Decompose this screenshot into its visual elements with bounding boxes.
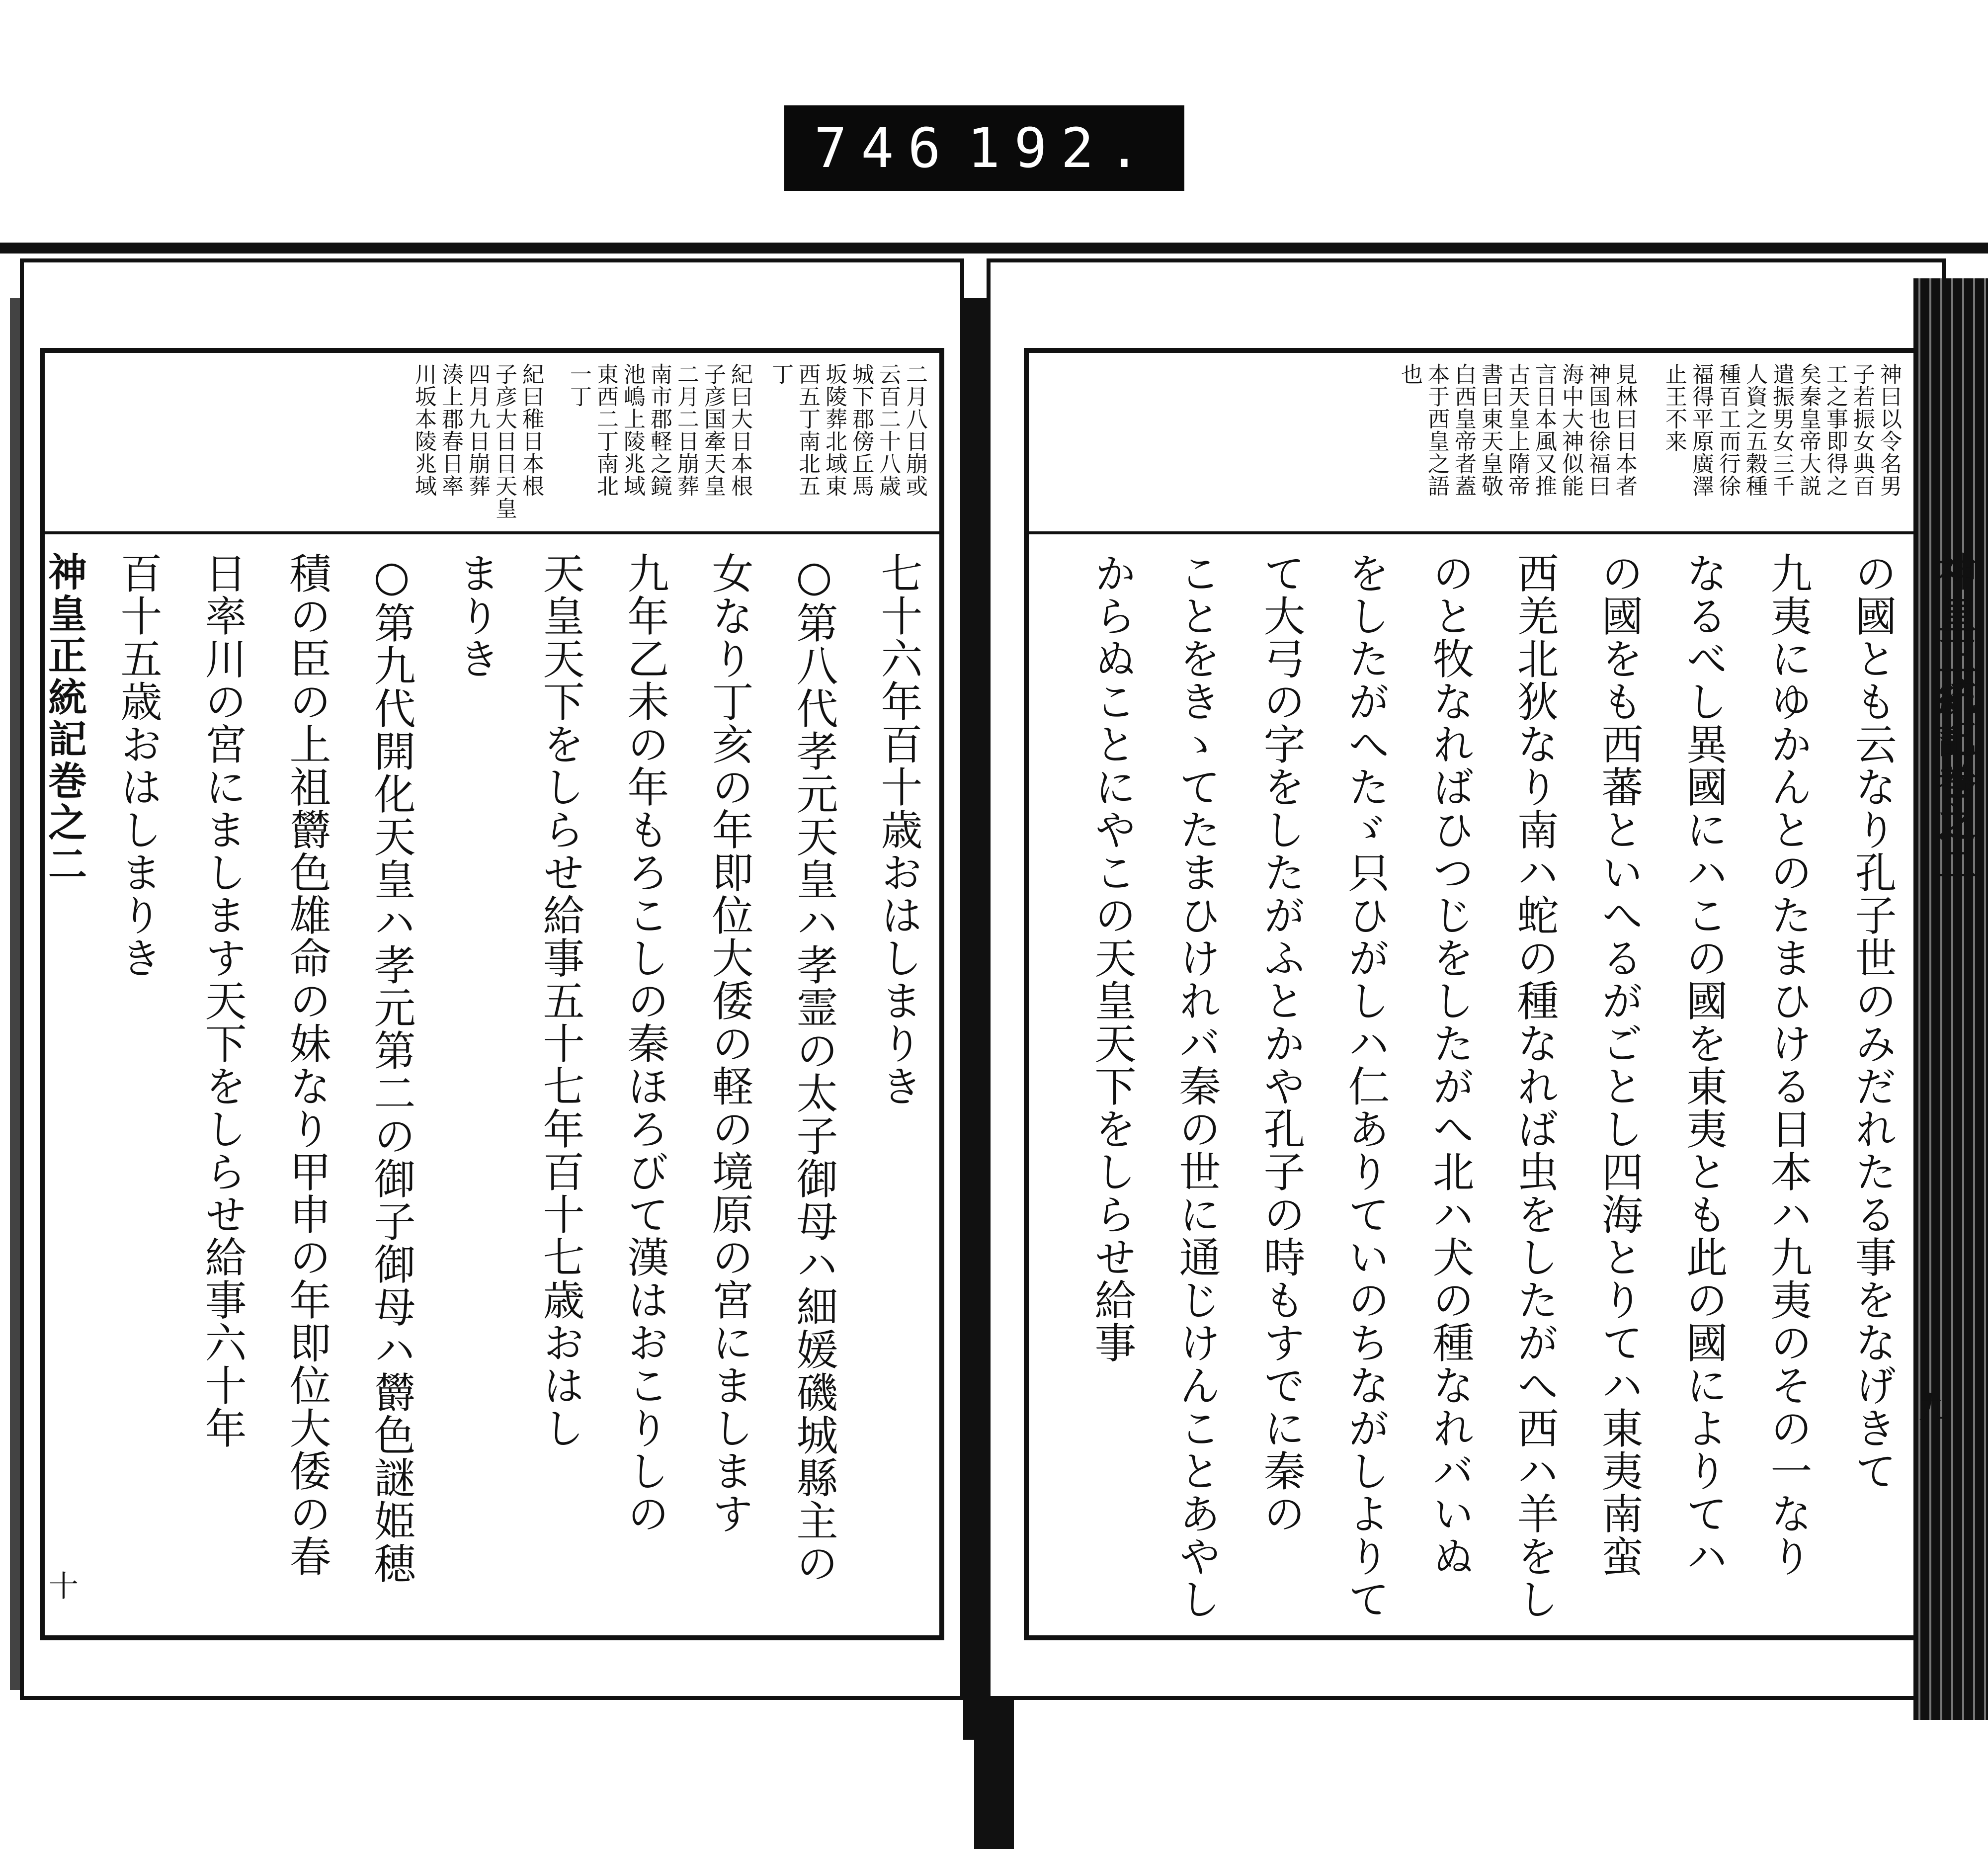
- left-note-2: 云百二十八歳: [875, 363, 901, 497]
- left-note-17: 湊上郡春日率: [438, 363, 463, 497]
- left-main-line-6: まりき: [452, 552, 500, 680]
- left-main-line-9: 日率川の宮にまします天下をしらせ給事六十年: [198, 552, 247, 1449]
- right-note-7: 種百工而行徐: [1715, 363, 1740, 497]
- left-note-18: 川坂本陵兆域: [411, 363, 436, 497]
- right-note-3: 工之事即得之: [1822, 363, 1848, 497]
- left-note-15: 子彦大日日天皇: [492, 363, 517, 519]
- right-main-line-9: ことをきゝてたまひけれバ秦の世に通じけんことあやし: [1172, 552, 1221, 1620]
- right-main-line-5: 西羌北狄なり南ハ蛇の種なれば虫をしたがへ西ハ羊をし: [1510, 552, 1559, 1620]
- left-note-11: 池嶋上陵兆域: [620, 363, 645, 497]
- right-folio: 九: [1918, 1390, 1948, 1425]
- left-main-line-7: ○第九代開化天皇ハ孝元第二の御子御母ハ欝色謎姫穂: [367, 552, 416, 1585]
- left-folio: 十: [49, 1569, 79, 1604]
- left-main-line-5: 天皇天下をしらせ給事五十七年百十七歳おはし: [536, 552, 585, 1449]
- left-main-line-3: 女なり丁亥の年即位大倭の軽の境原の宮にまします: [705, 552, 754, 1535]
- right-note-5: 遣振男女三千: [1769, 363, 1794, 497]
- left-note-7: 紀曰大日本根: [727, 363, 752, 497]
- right-margin-title: 神皇正統記巻之二: [1931, 552, 1977, 886]
- left-note-10: 南市郡軽之鏡: [647, 363, 672, 497]
- left-margin-title: 神皇正統記巻之二: [42, 552, 87, 886]
- book-spine: [963, 298, 987, 1740]
- binding-top-rule: [0, 243, 1988, 254]
- right-note-4: 矣秦皇帝大説: [1796, 363, 1821, 497]
- left-note-6: 丁: [768, 363, 793, 385]
- call-number-item: 192.: [967, 116, 1155, 180]
- right-main-line-1: の國とも云なり孔子世のみだれたる事をなげきて: [1848, 552, 1897, 1492]
- left-note-1: 二月八日崩或: [902, 363, 927, 497]
- right-note-15: 書曰東天皇敬: [1478, 363, 1503, 497]
- left-note-14: 紀曰稚日本根: [518, 363, 544, 497]
- right-note-11: 神国也徐福曰: [1585, 363, 1610, 497]
- call-number-shelf: 746: [814, 116, 955, 180]
- right-note-10: 見林曰日本者: [1612, 363, 1637, 497]
- right-note-17: 本于西皇之語: [1424, 363, 1449, 497]
- left-text-frame: [40, 348, 944, 1640]
- right-note-1: 神曰以令名男: [1876, 363, 1902, 497]
- right-main-line-8: て大弓の字をしたがふとかや孔子の時もすでに秦の: [1257, 552, 1306, 1535]
- spine-bottom-shadow: [974, 1700, 1014, 1849]
- right-main-line-2: 九夷にゆかんとのたまひける日本ハ九夷のその一なり: [1764, 552, 1813, 1578]
- left-main-line-10: 百十五歳おはしまりき: [114, 552, 163, 979]
- left-main-line-4: 九年乙未の年もろこしの秦ほろびて漢はおこりしの: [621, 552, 669, 1535]
- left-note-5: 西五丁南北五: [795, 363, 820, 497]
- left-note-12: 東西二丁南北: [593, 363, 618, 497]
- right-note-16: 白西皇帝者蓋: [1451, 363, 1476, 497]
- left-note-4: 坂陵葬北域東: [822, 363, 847, 497]
- right-note-12: 海中大神似能: [1558, 363, 1583, 497]
- left-main-line-2: ○第八代孝元天皇ハ孝霊の太子御母ハ細媛磯城縣主の: [790, 552, 838, 1585]
- left-note-3: 城下郡傍丘馬: [848, 363, 874, 497]
- right-main-line-3: なるべし異國にハこの國を東夷とも此の國によりてハ: [1679, 552, 1728, 1578]
- left-note-16: 四月九日崩葬: [465, 363, 490, 497]
- right-note-8: 福得平原廣澤: [1688, 363, 1714, 497]
- left-main-line-8: 積の臣の上祖欝色雄命の妹なり甲申の年即位大倭の春: [283, 552, 331, 1578]
- right-main-line-7: をしたがへたゞ只ひがしハ仁ありていのちながしよりて: [1341, 552, 1390, 1620]
- right-note-13: 言日本風又推: [1531, 363, 1557, 497]
- left-main-line-1: 七十六年百十歳おはしまりき: [874, 552, 923, 1107]
- right-main-line-6: のと牧なればひつじをしたがへ北ハ犬の種なれバいぬ: [1426, 552, 1475, 1578]
- fore-edge: [1913, 278, 1988, 1720]
- left-note-13: 一丁: [566, 363, 591, 408]
- call-number-label: [784, 105, 1184, 191]
- right-main-line-4: の國をも西蕃といへるがごとし四海とりてハ東夷南蛮: [1595, 552, 1644, 1578]
- right-main-line-10: からぬことにやこの天皇天下をしらせ給事: [1088, 552, 1137, 1364]
- right-note-14: 古天皇上隋帝: [1504, 363, 1530, 497]
- right-text-frame: [1024, 348, 1977, 1640]
- left-note-8: 子彦国牽天皇: [700, 363, 726, 497]
- right-note-9: 止王不来: [1661, 363, 1687, 452]
- right-note-2: 子若振女典百: [1849, 363, 1875, 497]
- right-note-6: 人資之五穀種: [1742, 363, 1767, 497]
- right-note-18: 也: [1397, 363, 1422, 385]
- left-note-9: 二月二日崩葬: [673, 363, 699, 497]
